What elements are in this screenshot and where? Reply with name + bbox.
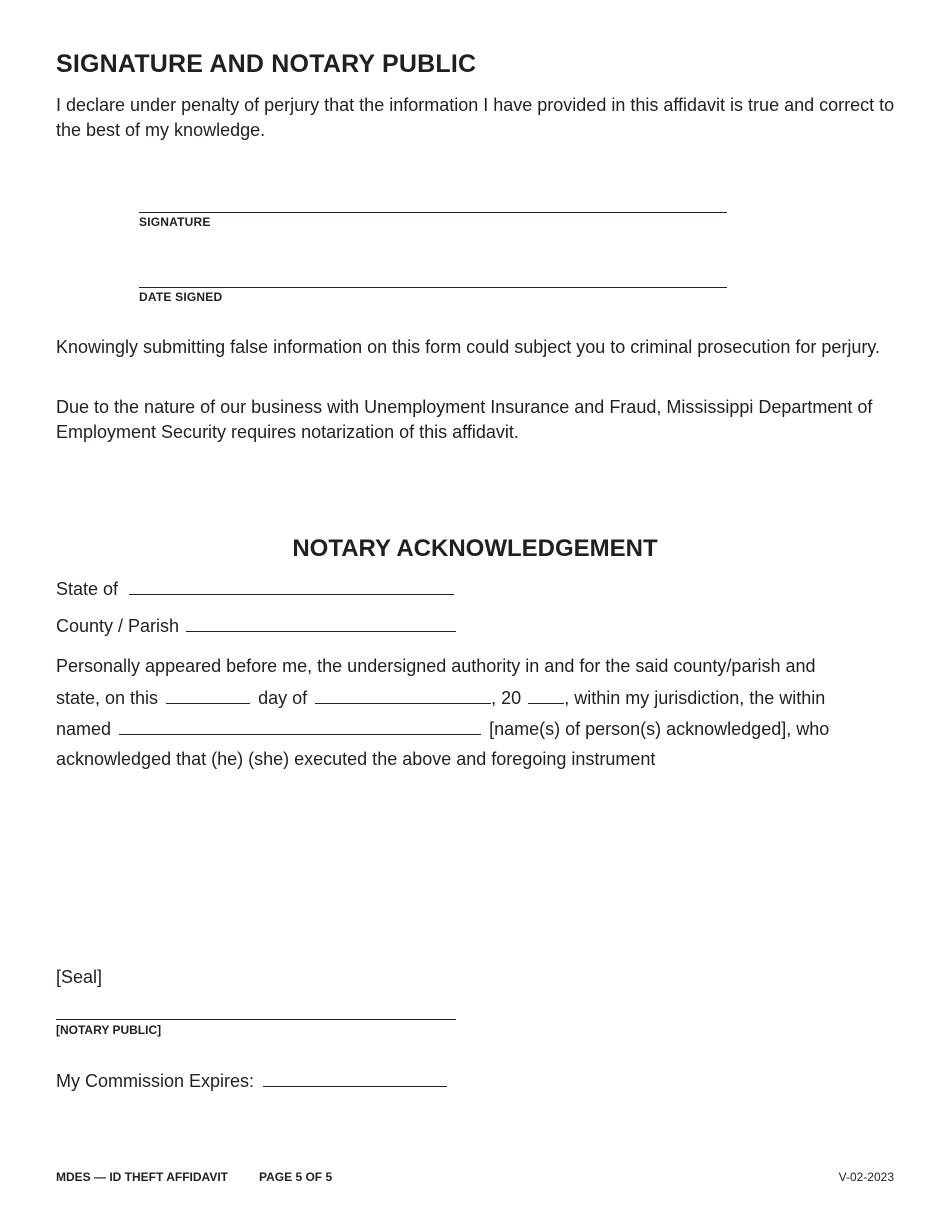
ack-line-2-a: state, on this	[56, 688, 159, 708]
county-row	[56, 614, 456, 639]
signature-line[interactable]	[139, 212, 727, 213]
state-label: State of	[56, 579, 119, 599]
date-signed-label: DATE SIGNED	[139, 290, 223, 304]
state-field[interactable]	[129, 578, 454, 595]
month-field[interactable]	[315, 687, 491, 704]
footer-doc-name: MDES — ID THEFT AFFIDAVIT	[56, 1170, 228, 1184]
ack-line-2-b: day of	[258, 688, 308, 708]
county-field[interactable]	[186, 615, 456, 632]
notary-public-label: [NOTARY PUBLIC]	[56, 1023, 162, 1037]
section-title-notary: NOTARY ACKNOWLEDGEMENT	[292, 535, 658, 562]
declaration-text: I declare under penalty of perjury that the information I have provided in this affidavit is true and correct to the best of my knowledge.	[56, 95, 895, 140]
footer-version: V-02-2023	[838, 1170, 894, 1184]
commission-expires-field[interactable]	[263, 1070, 447, 1087]
day-field[interactable]	[166, 687, 250, 704]
ack-line-4: acknowledged that (he) (she) executed the above and foregoing instrument	[56, 749, 656, 769]
county-label: County / Parish	[56, 616, 180, 636]
person-name-field[interactable]	[119, 718, 481, 735]
ack-line-2-d: , within my jurisdiction, the within	[564, 688, 826, 708]
notary-signature-line[interactable]	[56, 1019, 456, 1020]
footer-page-number: PAGE 5 OF 5	[259, 1170, 333, 1184]
ack-line-2-c: , 20	[491, 688, 522, 708]
ack-line-2	[56, 687, 825, 709]
perjury-warning-text: Knowingly submitting false information on this form could subject you to criminal prosecution for perjury.	[56, 337, 881, 357]
state-row	[56, 577, 454, 602]
ack-line-3	[56, 718, 829, 740]
seal-label: [Seal]	[56, 967, 103, 987]
signature-label: SIGNATURE	[139, 215, 211, 229]
ack-line-3-a: named	[56, 719, 112, 739]
ack-line-1: Personally appeared before me, the undersigned authority in and for the said county/parish and	[56, 656, 816, 676]
commission-row	[56, 1069, 447, 1094]
ack-line-3-b: [name(s) of person(s) acknowledged], who	[489, 719, 830, 739]
date-signed-line[interactable]	[139, 287, 727, 288]
notarization-note-text: Due to the nature of our business with Unemployment Insurance and Fraud, Mississippi Department of Employment Security requires notarization of this affidavit.	[56, 397, 873, 442]
year-field[interactable]	[528, 687, 564, 704]
section-title-signature: SIGNATURE AND NOTARY PUBLIC	[56, 50, 477, 78]
commission-label: My Commission Expires:	[56, 1071, 255, 1091]
